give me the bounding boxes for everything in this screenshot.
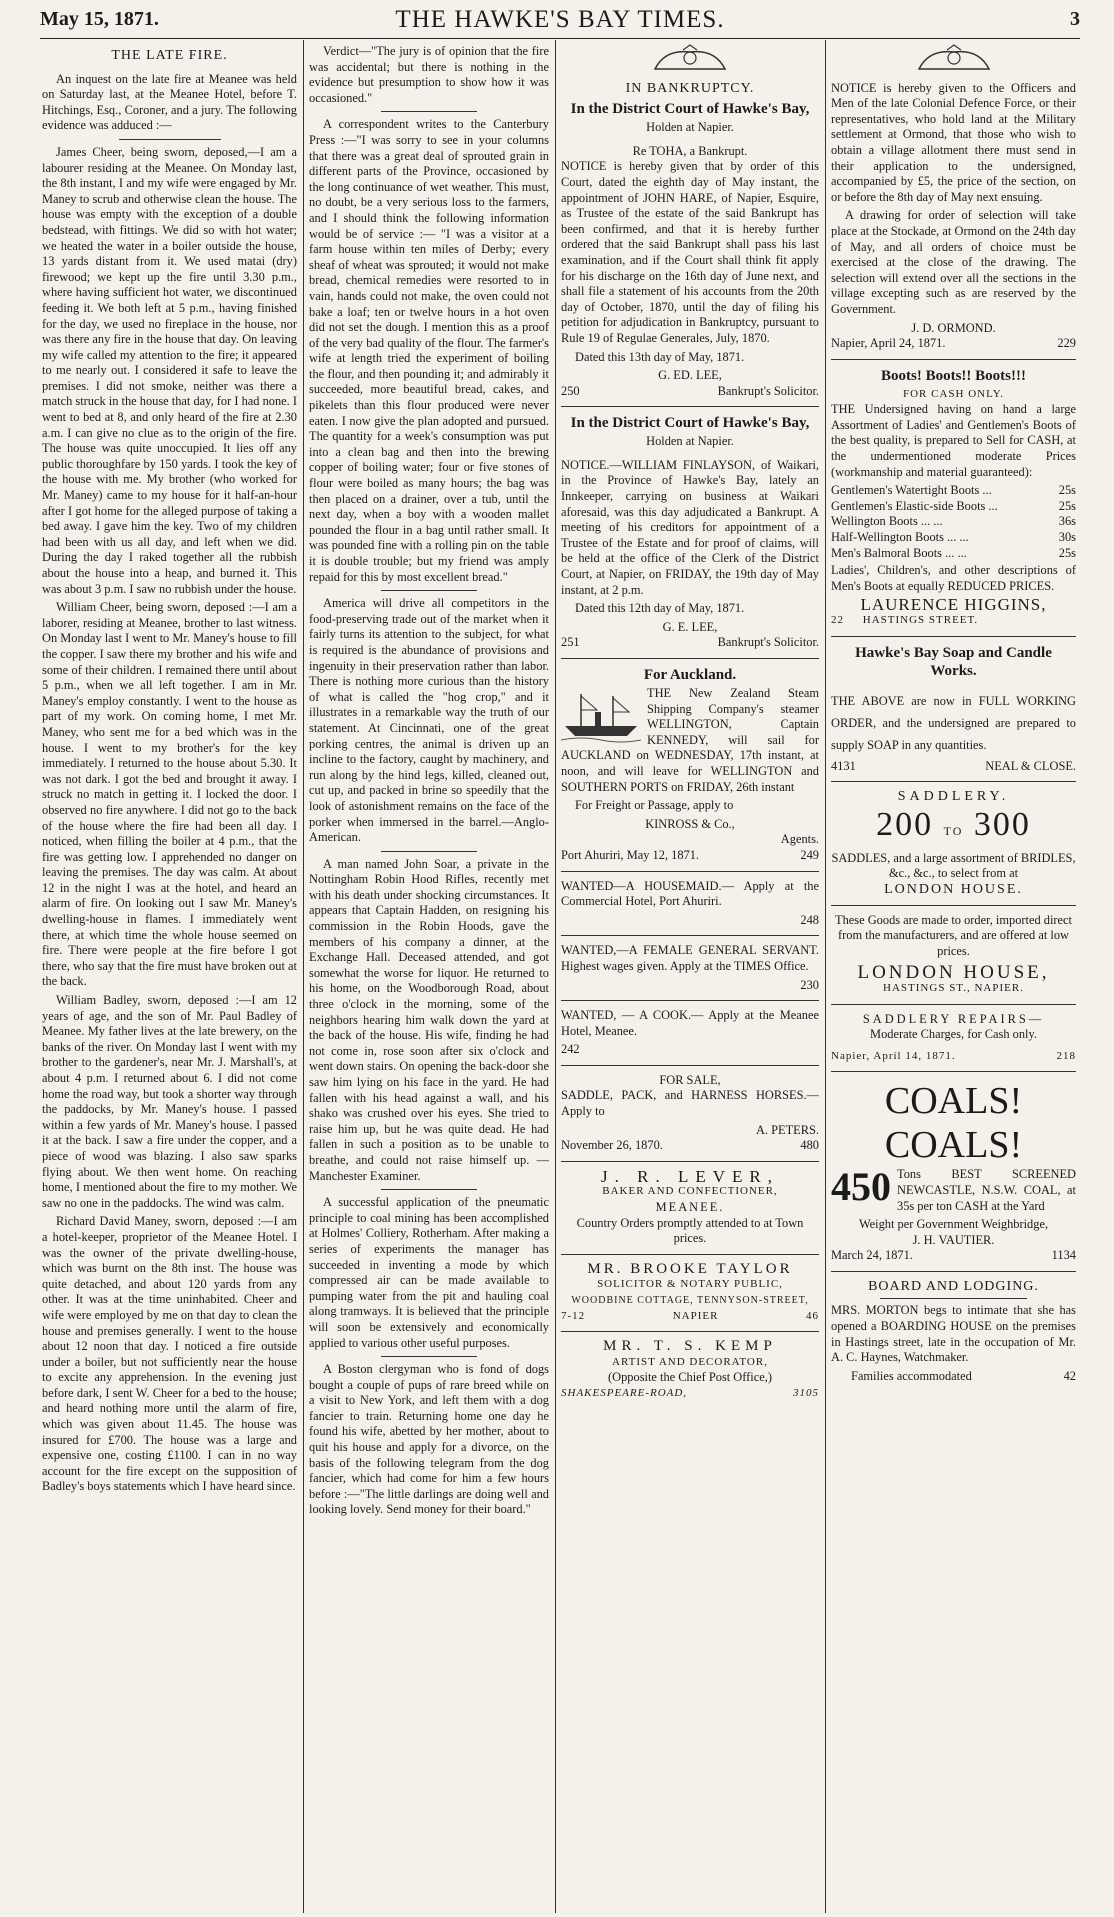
london-house: LONDON HOUSE. xyxy=(884,881,1023,897)
boot-price-list xyxy=(831,483,1076,561)
ad-date: November 26, 1870. xyxy=(561,1138,663,1153)
divider xyxy=(831,359,1076,360)
column-rule-2 xyxy=(555,40,556,1913)
notice-text: A drawing for order of selection will take place at the Stockade, at Ormond on the 24th day of May, and all orders of choice must be exercised at the close of the drawing. The selection will extend over all the sections in the village excepting such as are reserved by the Government. xyxy=(831,208,1076,316)
ad-text: THE Undersigned having on hand a large Assortment of Ladies' and Gentlemen's Boots of the best quality, is prepared to Sell for CASH, at the undermentioned moderate Prices (workmanship and material guaranteed): xyxy=(831,402,1076,479)
ad-number: 242 xyxy=(561,1042,580,1057)
article-paragraph: Richard David Maney, sworn, deposed :—I am a hotel-keeper, proprietor of the Meanee Hotel. I was the owner of the private dwelling-house, which was burnt on the 8th inst. The house was quite detached, and about 120 yards from any other. It was at the time uninhabited. Cheer and wife were employed by me on that day to clean the house and premises generally. I went to the house about 12 noon that day. I noticed a fire outside under a boiler, but not sufficiently near the house to excite any apprehension. In the evening just before dark, I sent W. Cheer for a bed to the house; and heard nothing more until the alarm of fire, which was given about 11.45. The house was insured for £700. The house was a large and expensive one, costing £1100. I can in no way account for the fire except on the supposition of Badley's boys statements which I have heard since. xyxy=(42,1214,297,1494)
price-row: Gentlemen's Watertight Boots ... 25s xyxy=(831,483,1076,498)
ad-text: Moderate Charges, for Cash only. xyxy=(870,1027,1037,1042)
ad-text: These Goods are made to order, imported direct from the manufacturers, and are offered at low prices. xyxy=(835,912,1072,958)
kemp-title: ARTIST AND DECORATOR, xyxy=(612,1355,768,1368)
divider xyxy=(561,1254,819,1255)
ad-number: 46 xyxy=(806,1309,819,1322)
article-paragraph: James Cheer, being sworn, deposed,—I am a labourer residing at the Meanee. On Monday last, the 8th instant, I and my wife were engaged by Mr. Maney to scrub and otherwise clean the house. The house was empty with the exception of a double bedstead, with fittings. We did so with hot water; we heated the water in a boiler outside the house, 13 yards distant from it. We used matai (dry) firewood; we kept up the fire until 3.30 p.m., where having sufficient hot water, we discontinued feeding it. We both left at 5 p.m., having finished for the day, we used no fireplace in the house, nor was there any fire in the house that day. On leaving my wife called my attention to the fire; it appeared to me nearly out. I considered it safe to leave the premises. I did not smoke, neither was there a match struck in the house that day, for I had none. I went to bed at 8, and only heard of the fire at 2.30 a.m. I can give no clue as to the origin of the fire. The house was quite unoccupied. It lies off any public thoroughfare by 150 yards. I took the key of the house with me. My brother (who worked for Mr. Maney) came to my house for it half-an-hour after I got home for the alleged purpose of taking a bed away. I gave him the key. Two of my children had been with us all day, and left when we did. During the day I raked together all the rubbish about the house into a heap, and burned it. This was about 3 p.m. I saw no rubbish under the house. xyxy=(42,144,297,596)
london-house-large: LONDON HOUSE, xyxy=(857,962,1050,984)
divider xyxy=(831,781,1076,782)
divider xyxy=(561,1161,819,1162)
kemp-name: MR. T. S. KEMP xyxy=(603,1338,777,1355)
article-paragraph: An inquest on the late fire at Meanee was held on Saturday last, at the Meanee Hotel, before T. Hitchings, Esq., Coroner, and a jury. The following evidence was adduced :— xyxy=(42,71,297,133)
taylor-address: WOODBINE COTTAGE, TENNYSON-STREET, xyxy=(571,1295,809,1306)
notice-date: Dated this 12th day of May, 1871. xyxy=(575,601,745,616)
article-paragraph: A correspondent writes to the Canterbury Press :—"I was sorry to see in your columns that there was a great deal of sprouted grain in different parts of the Province, occasioned by the long continuance of wet weather. This must, no doubt, be a very serious loss to the farmers, and I should think the following information would be of service :— "I was a visitor at a farm house within ten miles of Derby; every sheaf of wheat was sprouted; it would not make bread, chemical remedies were resorted to in vain, hands could not make, the oven could not bake a loaf; ten or twelve hours in a hot oven did not set the dough. I mention this as a proof of the very bad quality of the flour. The farmer's wife at length tried the experiment of boiling the flour, and then pounding it; and admirably it succeeded, more beautiful bread, cakes, and pikelets than this flour produced were never eaten. I now give the plan adopted and pursued. The quantity for a week's consumption was put into a clean bag and then into the brewing copper of boiling water; four or five stones of flour were boiled as many hours; the bag was then placed on a drainer, over a tub, until the next day, when a boy with a wooden mallet pounded the flour in a bag until rather small. It was pounded fine with a rolling pin on the table it is double trouble; but my friend was amply repaid for this by most excellent bread." xyxy=(309,117,549,584)
court-heading: In the District Court of Hawke's Bay, xyxy=(570,415,810,432)
issue-date: May 15, 1871. xyxy=(40,8,159,30)
higgins-name: LAURENCE HIGGINS, xyxy=(860,595,1047,615)
auckland-heading: For Auckland. xyxy=(643,667,737,683)
notice-text: NOTICE is hereby given that by order of this Court, dated the eighth day of May instant, the appointment of JOHN HARE, of Napier, Esquire, as Trustee of the estate of the said Bankrupt has been confirmed, and that it is hereby further ordered that the said Bankrupt shall pass his last examination, and if the Court shall think fit apply for his discharge on the 16th day of June next, and shall file a statement of his accounts from the 20th day of October, 1870, until the day of filing his petition for adjudication in Bankruptcy, pursuant to Rule 19 of Regulae Generales, July, 1870. xyxy=(561,159,819,345)
divider xyxy=(381,1356,477,1357)
coal-ad xyxy=(831,1164,1076,1214)
ad-date: March 24, 1871. xyxy=(831,1248,913,1263)
ad-number: 42 xyxy=(1063,1368,1076,1383)
column-rule-1 xyxy=(303,40,304,1913)
london-address: HASTINGS ST., NAPIER. xyxy=(883,981,1024,994)
notice-text: NOTICE.—WILLIAM FINLAYSON, of Waikari, in the Province of Hawke's Bay, lately an Innkeeper, carrying on business at Waikari aforesaid, was this day adjudicated a Bankrupt. A meeting of his creditors for appointment of a Trustee of the Estate and for proof of claims, will be held at the office of the Clerk of the District Court, at Napier, on FRIDAY, the 19th day of May instant, at 2 p.m. xyxy=(561,457,819,597)
divider xyxy=(561,406,819,407)
page-number: 3 xyxy=(1070,8,1080,30)
divider xyxy=(381,590,477,591)
article-paragraph: A successful application of the pneumatic principle to coal mining has been accomplished at Holmes' Colliery, Rotherham. After making a series of experiments the manager has succeeded in inventing a mode by which compressed air can be made available to pumping water from the pit and hauling coal along tramways. It is believed that the principle will soon be extensively and economically applied to various other useful purposes. xyxy=(309,1195,549,1350)
ad-text: SADDLE, PACK, and HARNESS HORSES.—Apply to xyxy=(561,1088,819,1119)
court-heading: In the District Court of Hawke's Bay, xyxy=(570,101,810,118)
ad-number: 230 xyxy=(800,977,819,992)
divider xyxy=(831,1004,1076,1005)
lever-trade: BAKER AND CONFECTIONER, xyxy=(602,1185,778,1198)
board-heading: BOARD AND LODGING. xyxy=(868,1278,1039,1294)
taylor-town: NAPIER xyxy=(672,1309,719,1322)
saddlery-heading: SADDLERY. xyxy=(897,789,1010,805)
column-3 xyxy=(561,44,819,1914)
ad-number: 248 xyxy=(800,912,819,927)
masthead-rule xyxy=(40,38,1080,39)
ad-text: MRS. MORTON begs to intimate that she has opened a BOARDING HOUSE on the premises in Hastings street, late in the occupation of Mr. A. C. Haynes, Watchmaker. xyxy=(831,1303,1076,1365)
court-subheading: Holden at Napier. xyxy=(646,120,734,135)
lever-name: J. R. LEVER, xyxy=(601,1166,779,1186)
coals-heading: COALS! COALS! xyxy=(884,1080,1023,1167)
boots-heading: Boots! Boots!! Boots!!! xyxy=(881,367,1026,384)
divider xyxy=(561,871,819,872)
ad-number: 480 xyxy=(800,1138,819,1153)
notice-date: Napier, April 24, 1871. xyxy=(831,336,946,351)
ad-text: Ladies', Children's, and other descriptions of Men's Boots at equally REDUCED PRICES. xyxy=(831,563,1076,593)
ad-date: Napier, April 14, 1871. xyxy=(831,1049,956,1062)
royal-crest-icon xyxy=(561,44,819,79)
signature-role: Bankrupt's Solicitor. xyxy=(717,635,819,650)
notice-signature: G. E. LEE, xyxy=(662,619,718,634)
article-heading-late-fire: THE LATE FIRE. xyxy=(111,48,228,63)
ad-text: For Freight or Passage, apply to xyxy=(575,798,734,813)
wanted-ad: WANTED—A HOUSEMAID.— Apply at the Commercial Hotel, Port Ahuriri. xyxy=(561,878,819,909)
ad-number: 249 xyxy=(800,847,819,862)
divider xyxy=(561,658,819,659)
ad-text: Weight per Government Weighbridge, xyxy=(858,1217,1049,1232)
ad-number: 229 xyxy=(1057,336,1076,351)
price-row: Men's Balmoral Boots ... ... 25s xyxy=(831,545,1076,560)
divider xyxy=(119,139,221,140)
ad-signature: A. PETERS. xyxy=(756,1122,819,1137)
signature-role: Bankrupt's Solicitor. xyxy=(717,383,819,398)
coal-signature: J. H. VAUTIER. xyxy=(912,1232,995,1247)
price-row: Gentlemen's Elastic-side Boots ... 25s xyxy=(831,498,1076,513)
notice-signature: J. D. ORMOND. xyxy=(911,320,996,335)
ad-number: 3105 xyxy=(793,1386,819,1399)
coal-quantity: 450 xyxy=(831,1164,891,1210)
saddle-count: 200 TO 300 xyxy=(876,805,1031,843)
column-rule-3 xyxy=(825,40,826,1913)
agent-label: Agents. xyxy=(780,832,819,847)
bankrupt-name: Re TOHA, a Bankrupt. xyxy=(632,143,748,158)
notice-text: NOTICE is hereby given to the Officers and Men of the late Colonial Defence Force, or their representatives, who hold land at the Military settlement at Ormond, that those who wish to obtain a village allotment there must send in their application to the undersigned, accompanied by £5, the price of the section, on or before the 8th day of May next ensuing. xyxy=(831,80,1076,204)
steamship-icon xyxy=(561,686,641,746)
ad-text: THE New Zealand Steam Shipping Company's steamer WELLINGTON, Captain KENNEDY, will sail for AUCKLAND on WEDNESDAY, 17th instant, at noon, and will leave for WELLINGTON and SOUTHERN PORTS on FRIDAY, 26th instant xyxy=(561,686,819,794)
court-subheading: Holden at Napier. xyxy=(646,434,734,449)
article-paragraph: America will drive all competitors in the food-preserving trade out of the market when it fairly turns its attention to the subject, for what is required is the abundance of provisions and ingenuity in their preservation rather than labor. There is nothing more curious than the history of what is called the "hog crop," and it illustrates in a remarkable way the truth of our statement. At Cincinnati, one of the great porking centres, the animal is driven up an incline to the factory, caught by machinery, and run along by the hind legs, killed, cleaned out, cut up, and packed in brine so speedily that the look of astonishment remains on the face of the porker when immersed in the barrel.—Anglo-American. xyxy=(309,596,549,845)
divider xyxy=(381,1189,477,1190)
lever-location: MEANEE. xyxy=(655,1200,725,1215)
lever-note: Country Orders promptly attended to at Town prices. xyxy=(576,1215,804,1246)
agent-name: KINROSS & Co., xyxy=(645,816,735,831)
divider xyxy=(880,1298,1027,1299)
divider xyxy=(381,851,477,852)
ad-number: 250 xyxy=(561,383,580,398)
ad-number: 4131 xyxy=(831,758,856,773)
column-1 xyxy=(42,44,297,1914)
ad-number: 22 xyxy=(831,614,844,626)
article-paragraph: A man named John Soar, a private in the Nottingham Robin Hood Rifles, recently met with his death under shocking circumstances. It appears that Captain Hadden, on resigning his commission in the Robin Hoods, gave the members of his company a dinner, at the Exchange Hall. Deceased attended, and got somewhat the worse for liquor. He returned to his home, on the Woodborough Road, about three o'clock in the morning, some of the neighbors hearing him walk down the yard at the back of the house. His wife, finding he had not come in, rose soon after six o'clock and went down stairs. On opening the back-door she saw him lying on his face in the yard. He had fallen with his head against a wall, and his shako was crushed over his eyes. She tried to raise him up, but he was quite dead. He had fallen in such a position as to be unable to breathe, and could not raise himself up. —Manchester Examiner. xyxy=(309,856,549,1183)
bankruptcy-heading: IN BANKRUPTCY. xyxy=(625,80,755,96)
ad-number: 1134 xyxy=(1051,1248,1076,1263)
divider xyxy=(831,1271,1076,1272)
taylor-title: SOLICITOR & NOTARY PUBLIC, xyxy=(597,1278,783,1291)
divider xyxy=(381,111,477,112)
divider xyxy=(561,1000,819,1001)
kemp-road: SHAKESPEARE-ROAD, xyxy=(561,1386,688,1399)
ad-text: SADDLES, and a large assortment of BRIDLES, &c., &c., to select from at xyxy=(831,850,1076,881)
divider xyxy=(831,1071,1076,1072)
divider xyxy=(831,636,1076,637)
article-paragraph: Verdict—"The jury is of opinion that the fire was accidental; but there is nothing in the evidence but presumption to show how it was occasioned." xyxy=(309,44,549,105)
royal-crest-icon xyxy=(831,44,1076,79)
boots-subheading: FOR CASH ONLY. xyxy=(902,387,1005,400)
divider xyxy=(561,1331,819,1332)
newspaper-title: THE HAWKE'S BAY TIMES. xyxy=(395,6,725,33)
taylor-name: MR. BROOKE TAYLOR xyxy=(587,1260,793,1277)
soap-signature: NEAL & CLOSE. xyxy=(985,758,1076,773)
column-2 xyxy=(309,44,549,1914)
notice-date: Dated this 13th day of May, 1871. xyxy=(575,349,745,364)
wanted-ad: WANTED, — A COOK.— Apply at the Meanee Hotel, Meanee. xyxy=(561,1008,819,1038)
divider xyxy=(561,935,819,936)
price-row: Wellington Boots ... ... 36s xyxy=(831,514,1076,529)
article-paragraph: William Badley, sworn, deposed :—I am 12 years of age, and the son of Mr. Paul Badley of Meanee. My father lives at the late brewery, on the banks of the river. On Monday last I went with my brother to the gardener's, near Mr. J. Marshall's, at about 4 p.m. I returned about 6. I did not come home the road way, but took a shorter way through the paddocks, by Mr. Maney's house. I passed within a few yards of Mr. Maney's house. I passed it at the back. I saw a fire under the copper, and a piece of wood was blazing. I also saw sparks flying about. We then went home. On reaching home, I mentioned about the fire to my mother. We saw no one in the paddocks. The wind was calm. xyxy=(42,993,297,1210)
for-sale-heading: FOR SALE, xyxy=(659,1072,721,1087)
ad-text: Families accommodated xyxy=(851,1368,972,1383)
ad-number: 251 xyxy=(561,635,580,650)
divider xyxy=(561,1065,819,1066)
wanted-ad: WANTED,—A FEMALE GENERAL SERVANT. Highest wages given. Apply at the TIMES Office. xyxy=(561,943,819,973)
soap-heading: Hawke's Bay Soap and Candle Works. xyxy=(855,644,1052,679)
ad-number: 218 xyxy=(1056,1049,1076,1062)
price-row: Half-Wellington Boots ... ... 30s xyxy=(831,530,1076,545)
notice-signature: G. ED. LEE, xyxy=(658,368,722,383)
ad-text: Tons BEST SCREENED NEWCASTLE, N.S.W. COAL, at 35s per ton CASH at the Yard xyxy=(897,1167,1076,1213)
ad-number: 7-12 xyxy=(561,1309,586,1322)
higgins-address: HASTINGS STREET. xyxy=(862,614,979,626)
article-paragraph: A Boston clergyman who is fond of dogs bought a couple of pups of rare breed while on a visit to New York, and left them with a dog fancier to train. Returning home one day he found his wife, abetted by her mother, about to quit his house and apply for a divorce, on the basis of the following telegram from the dog fancier, which had come for him a few hours before :—"The little darlings are doing well and looking lovely. Send money for their board." xyxy=(309,1362,549,1517)
ad-text: THE ABOVE are now in FULL WORKING ORDER, and the undersigned are prepared to supply SOAP in any quantities. xyxy=(831,693,1076,752)
masthead xyxy=(40,6,1080,36)
kemp-address: (Opposite the Chief Post Office,) xyxy=(608,1370,772,1385)
article-paragraph: William Cheer, being sworn, deposed :—I am a laborer, residing at Meanee, brother to last witness. On Monday last I went to Mr. Maney's house to fill the copper. I saw there my brother and his wife and some of their children. I remained there until about 5 p.m., when we all left together. I am in Mr. Maney's employ constantly. I went to the house as part of my work. On coming home, I met Mr. Maney, who sent me for a bed which was in the house. I went to my brother's for the key immediately. I returned to the house about 5.30. It was not dark. I got the bed and brought it away. I struck no match in getting it. I locked the door. I observed no fire anywhere. I did not go to the back of the house where the fire had been all day. I noticed, when filling the boiler at 4 p.m., that the fire was getting low. I apprehended no danger on leaving the premises. The day was calm. At about 12 in the night I was at the hotel, and heard an alarm of fire. On looking out I saw Mr. Maney's dwelling-house in flames. I immediately went there, at which time the whole house seemed on fire. There were people at the fire before I got there, who say that the fire must have broken out at the back. xyxy=(42,600,297,989)
column-4 xyxy=(831,44,1076,1914)
divider xyxy=(831,905,1076,906)
ad-date: Port Ahuriri, May 12, 1871. xyxy=(561,847,700,862)
repairs-heading: SADDLERY REPAIRS— xyxy=(862,1011,1045,1026)
